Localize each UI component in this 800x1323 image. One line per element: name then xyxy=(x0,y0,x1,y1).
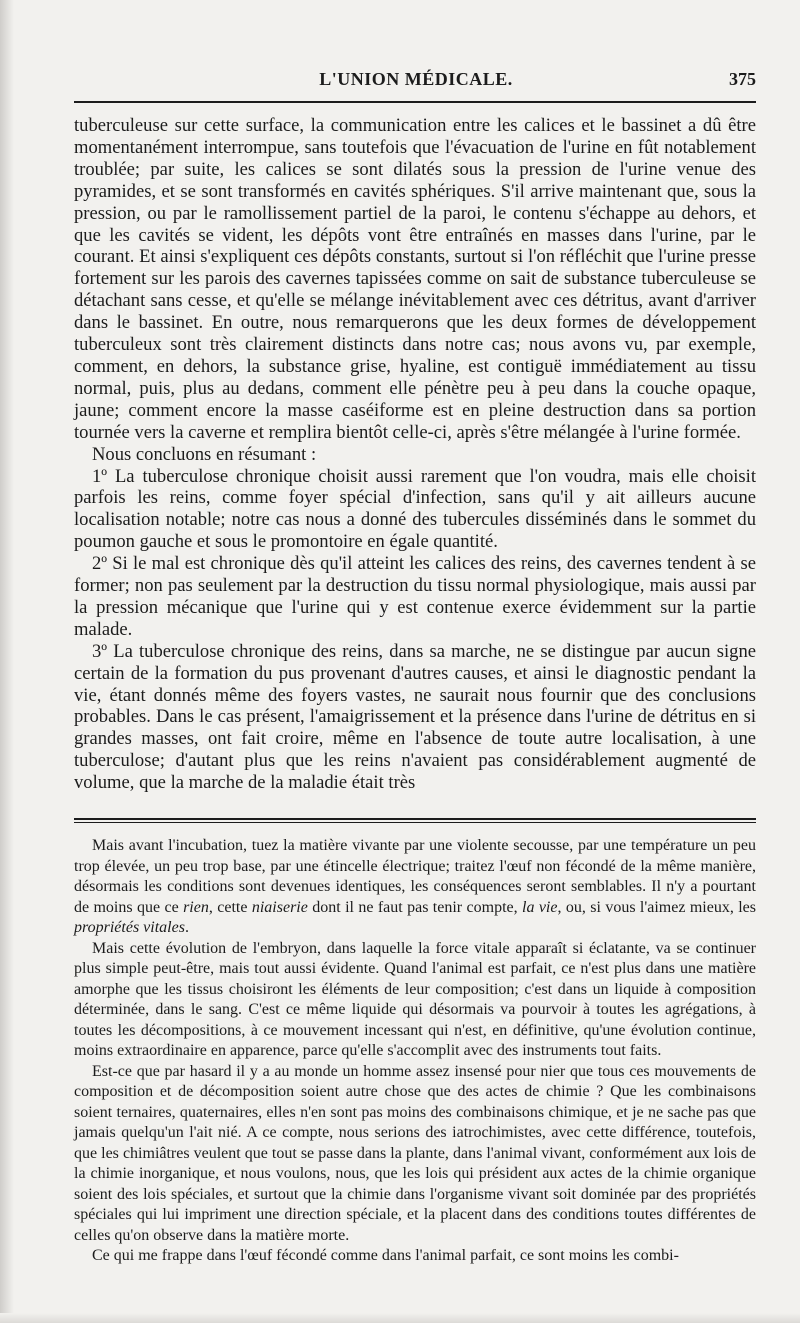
conclusion-item-1: 1º La tuberculose chronique choisit aussi rarement que l'on voudra, mais elle choisit parfois les reins, comme foyer spécial d'infection, sans qu'il y ait ailleurs aucune localisation notable; notre cas nous a donné des tubercules disséminés dans le sommet du poumon gauche et sous le promontoire en égale quantité. xyxy=(74,465,756,553)
main-text xyxy=(74,115,756,794)
feuilleton-paragraph: Mais cette évolution de l'embryon, dans laquelle la force vitale apparaît si éclatante, va se continuer plus simple peut-être, mais tout aussi évidente. Quand l'animal est parfait, ce n'est plus dans une matière amorphe que les tissus choisiront les éléments de leur composition; c'est dans un liquide à composition déterminée, dans le sang. C'est ce même liquide qui désormais va pourvoir à toutes les agrégations, à toutes les décompositions, à ce mouvement incessant qui n'est, en définitive, qu'une évolution continue, moins extraordinaire en apparence, parce qu'elle s'accomplit avec des instruments tout faits. xyxy=(74,939,756,1059)
conclusion-item-3: 3º La tuberculose chronique des reins, dans sa marche, ne se distingue par aucun signe certain de la formation du pus provenant d'autres causes, et ainsi le diagnostic pendant la vie, étant donnés même des foyers vastes, ne saurait nous fournir que des conclusions probables. Dans le cas présent, l'amaigrissement et la présence dans l'urine de détritus en si grandes masses, ont fait croire, même en l'absence de toute autre localisation, à une tuberculose; d'autant plus que les reins n'avaient pas considérablement augmenté de volume, que la marche de la maladie était très xyxy=(74,640,756,794)
page-number: 375 xyxy=(729,69,756,89)
running-title: L'UNION MÉDICALE. xyxy=(319,69,513,89)
running-head xyxy=(76,69,756,95)
feuilleton-paragraph: Mais avant l'incubation, tuez la matière vivante par une violente secousse, par une température un peu trop élevée, un peu trop base, par une étincelle électrique; traitez l'œuf non fécondé de la même manière, désormais les conditions sont devenues identiques, les conséquences seront semblables. Il n'y a pourtant de moins que ce rien, cette niaiserie dont il ne faut pas tenir compte, la vie, ou, si vous l'aimez mieux, les propriétés vitales. xyxy=(74,837,756,936)
page-edge-shadow xyxy=(0,0,14,1323)
footnote-separator xyxy=(74,818,756,823)
page-bottom-shadow xyxy=(0,1313,800,1323)
main-paragraph: tuberculeuse sur cette surface, la communication entre les calices et le bassinet a dû être momentanément interrompue, sans toutefois que l'évacuation de l'urine en fût notablement troublée; par suite, les calices se sont dilatés sous la pression de l'urine venue des pyramides, et se sont transformés en cavités sphériques. S'il arrive maintenant que, sous la pression, ou par le ramollissement partiel de la paroi, le contenu s'échappe au dehors, et que les cavités se vident, les dépôts vont être entraînés en masses dans l'urine, par le courant. Et ainsi s'expliquent ces dépôts constants, surtout si l'on réfléchit que l'urine presse fortement sur les parois des cavernes tapissées comme on sait de substance tuberculeuse se détachant sans cesse, et qu'elle se mélange inévitablement avec ces détritus, avant d'arriver dans le bassinet. En outre, nous remarquerons que les deux formes de développement tuberculeux sont très clairement distincts dans notre cas; nous avons vu, par exemple, comment, en dehors, la substance grise, hyaline, est contiguë immédiatement au tissu normal, puis, plus au dedans, comment elle pénètre peu à peu dans la couche opaque, jaune; comment encore la masse caséiforme est en pleine destruction dans sa portion tournée vers la caverne et remplira bientôt celle-ci, après s'être mélangée à l'urine formée. xyxy=(74,115,756,443)
feuilleton-text xyxy=(74,836,756,1267)
feuilleton-paragraph: Est-ce que par hasard il y a au monde un homme assez insensé pour nier que tous ces mouvements de composition et de décomposition soient autre chose que des actes de chimie ? Que les combinaisons soient ternaires, quaternaires, elles n'en sont pas moins des combinaisons chimique, et je ne sache pas que jamais quelqu'un l'ait nié. A ce compte, nous serions des iatrochimistes, avec cette différence, toutefois, que les chimiâtres veulent que tout se passe dans la plante, dans l'animal vivant, conformément aux lois de la chimie inorganique, et nous voulons, nous, que les lois qui président aux actes de la chimie organique soient des lois spéciales, et surtout que la chimie dans l'organisme vivant soit dominée par des propriétés spéciales qui lui impriment une direction spéciale, et la placent dans des conditions toutes différentes de celles qu'on observe dans la matière morte. xyxy=(74,1062,756,1244)
feuilleton-paragraph: Ce qui me frappe dans l'œuf fécondé comme dans l'animal parfait, ce sont moins les combi- xyxy=(92,1247,679,1264)
main-paragraph: Nous concluons en résumant : xyxy=(92,443,317,465)
header-rule xyxy=(74,101,756,103)
conclusion-item-2: 2º Si le mal est chronique dès qu'il atteint les calices des reins, des cavernes tendent à se former; non pas seulement par la destruction du tissu normal physiologique, mais aussi par la pression mécanique que l'urine qui y est contenue exerce évidemment sur la partie malade. xyxy=(74,553,756,640)
